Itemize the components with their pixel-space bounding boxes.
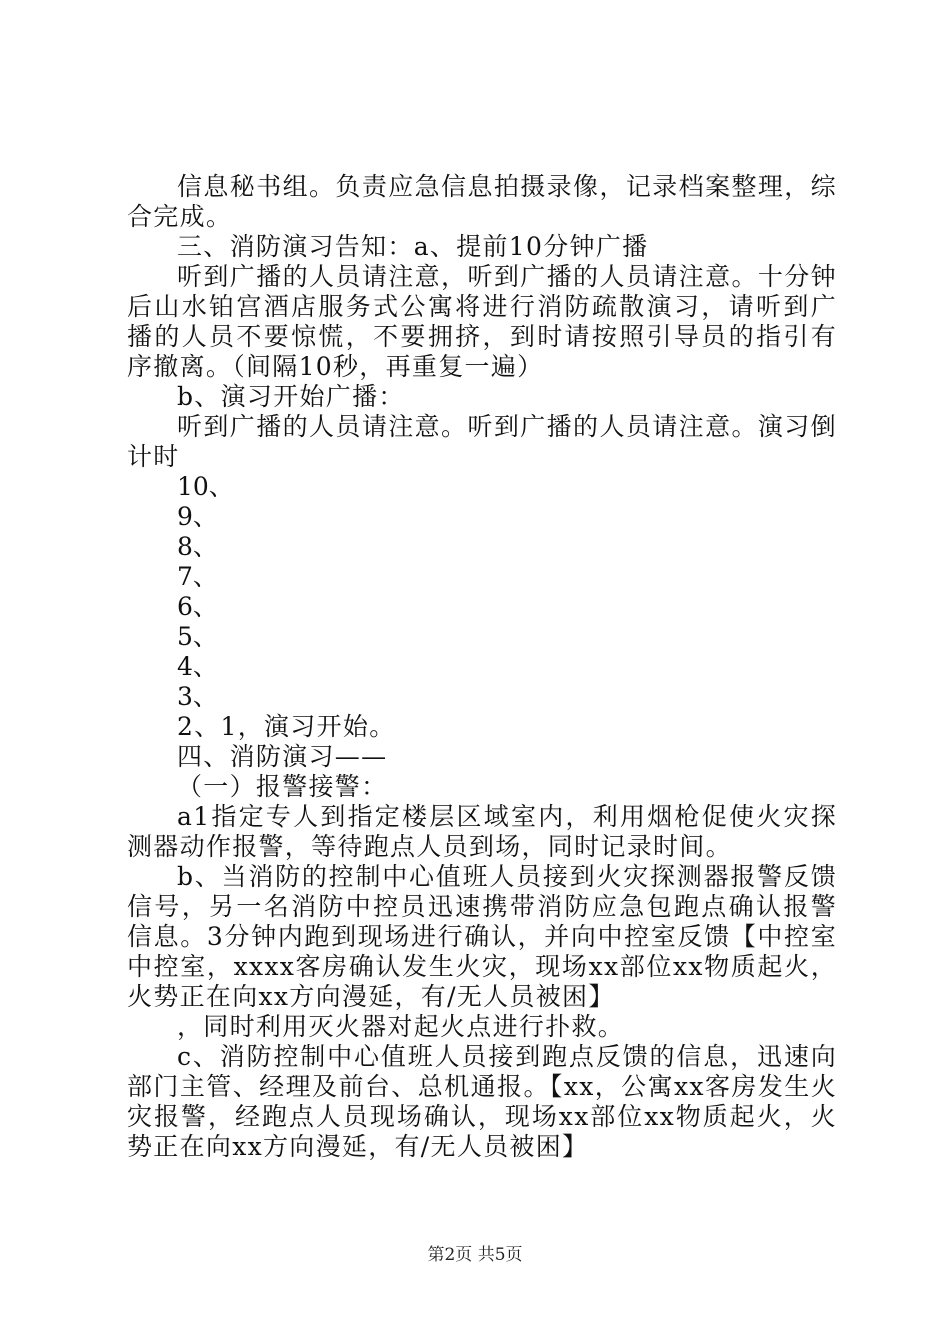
- paragraph-c-notify: c、消防控制中心值班人员接到跑点反馈的信息，迅速向部门主管、经理及前台、总机通报。【xx，公寓xx客房发生火灾报警，经跑点人员现场确认，现场xx部位xx物质起火，火势正在向xx方向漫延，有/无人员被困】: [127, 1042, 837, 1161]
- countdown-item: 4、: [177, 652, 218, 681]
- countdown-item: 5、: [177, 622, 218, 651]
- countdown-item: 3、: [177, 682, 218, 711]
- paragraph-a1-trigger: a1指定专人到指定楼层区域室内，利用烟枪促使火灾探测器动作报警，等待跑点人员到场，同时记录时间。: [127, 802, 837, 861]
- countdown-item: 8、: [177, 532, 218, 561]
- paragraph-secretary-group: 信息秘书组。负责应急信息拍摄录像，记录档案整理，综合完成。: [127, 172, 837, 231]
- paragraph-broadcast-10min: 听到广播的人员请注意，听到广播的人员请注意。十分钟后山水铂宫酒店服务式公寓将进行消防疏散演习，请听到广播的人员不要惊慌，不要拥挤，到时请按照引导员的指引有序撤离。（间隔10秒，再重复一遍）: [127, 262, 837, 381]
- heading-drill-notice: 三、消防演习告知：a、提前10分钟广播: [177, 232, 649, 261]
- countdown-item: 10、: [177, 472, 234, 501]
- paragraph-extinguish: ，同时利用灭火器对起火点进行扑救。: [177, 1012, 625, 1041]
- document-body: [127, 172, 837, 1162]
- paragraph-b-confirm: b、当消防的控制中心值班人员接到火灾探测器报警反馈信号，另一名消防中控员迅速携带消防应急包跑点确认报警信息。3分钟内跑到现场进行确认，并向中控室反馈【中控室中控室，xxxx客房确认发生火灾，现场xx部位xx物质起火，火势正在向xx方向漫延，有/无人员被困】: [127, 862, 837, 1011]
- countdown-item: 6、: [177, 592, 218, 621]
- heading-alarm-receive: （一）报警接警：: [177, 772, 388, 801]
- paragraph-countdown-intro: 听到广播的人员请注意。听到广播的人员请注意。演习倒计时: [127, 412, 837, 471]
- countdown-item: 9、: [177, 502, 218, 531]
- countdown-item: 7、: [177, 562, 218, 591]
- page-footer: 第2页 共5页: [427, 1245, 523, 1265]
- heading-fire-drill: 四、消防演习——: [177, 742, 388, 771]
- heading-start-broadcast: b、演习开始广播：: [177, 382, 405, 411]
- countdown-final: 2、1，演习开始。: [177, 712, 396, 741]
